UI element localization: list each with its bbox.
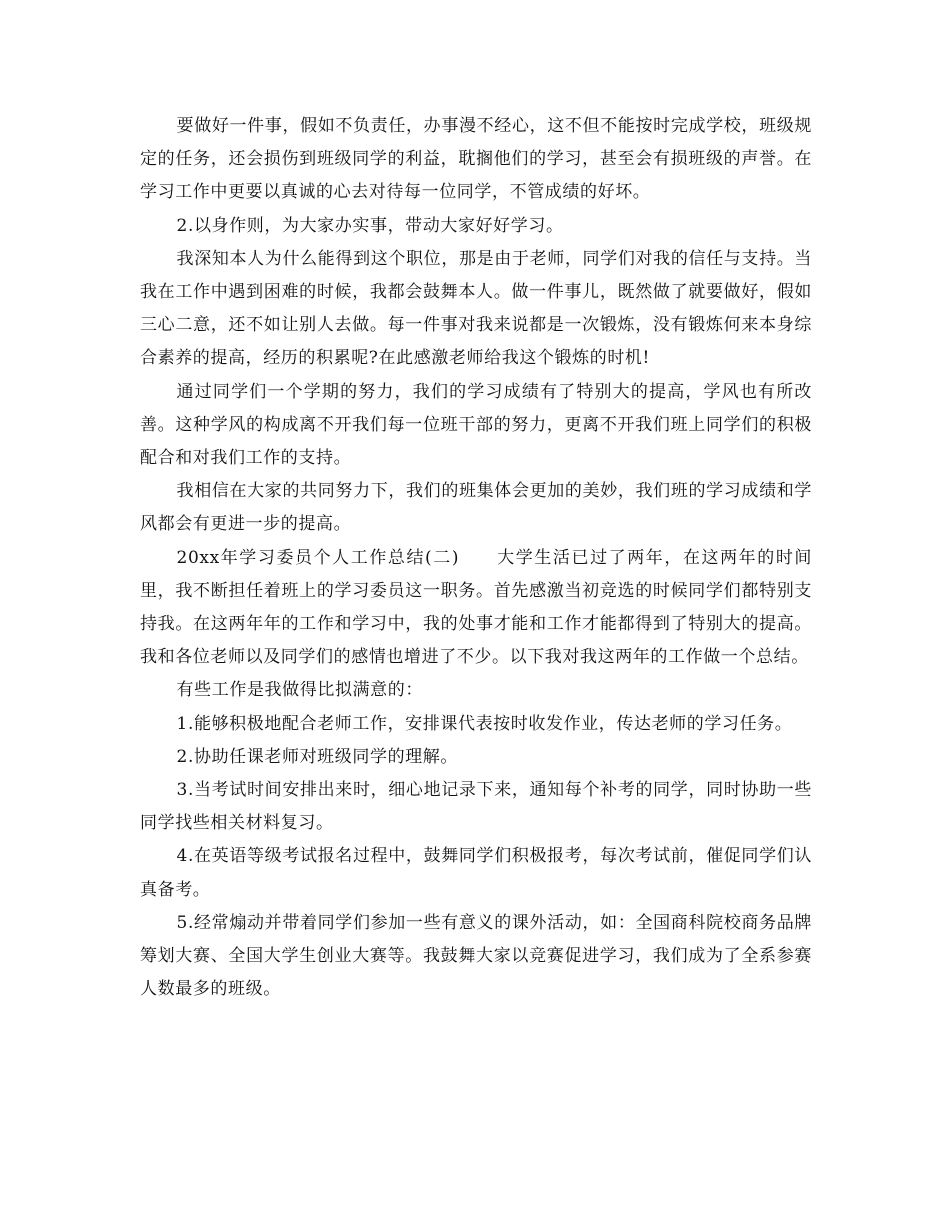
paragraph: 我深知本人为什么能得到这个职位，那是由于老师，同学们对我的信任与支持。当我在工作中遇到困难的时候，我都会鼓舞本人。做一件事儿，既然做了就要做好，假如三心二意，还不如让别人去做。每一件事对我来说都是一次锻炼，没有锻炼何来本身综合素养的提高，经历的积累呢?在此感激老师给我这个锻炼的时机!: [140, 248, 812, 369]
paragraph: 3.当考试时间安排出来时，细心地记录下来，通知每个补考的同学，同时协助一些同学找些相关材料复习。: [140, 780, 812, 834]
paragraph: 2.以身作则，为大家办实事，带动大家好好学习。: [176, 215, 564, 236]
document-body: [140, 110, 812, 1006]
paragraph: 要做好一件事，假如不负责任，办事漫不经心，这不但不能按时完成学校，班级规定的任务，还会损伤到班级同学的利益，耽搁他们的学习，甚至会有损班级的声誉。在学习工作中更要以真诚的心去对待每一位同学，不管成绩的好坏。: [140, 116, 812, 203]
paragraph: 4.在英语等级考试报名过程中，鼓舞同学们积极报考，每次考试前，催促同学们认真备考。: [140, 846, 812, 900]
paragraph: 20xx年学习委员个人工作总结(二) 大学生活已过了两年，在这两年的时间里，我不断担任着班上的学习委员这一职务。首先感激当初竞选的时候同学们都特别支持我。在这两年年的工作和学习中，我的处事才能和工作才能都得到了特别大的提高。我和各位老师以及同学们的感情也增进了不少。以下我对我这两年的工作做一个总结。: [140, 547, 812, 668]
paragraph: 通过同学们一个学期的努力，我们的学习成绩有了特别大的提高，学风也有所改善。这种学风的构成离不开我们每一位班干部的努力，更离不开我们班上同学们的积极配合和对我们工作的支持。: [140, 381, 812, 469]
paragraph: 1.能够积极地配合老师工作，安排课代表按时收发作业，传达老师的学习任务。: [176, 713, 793, 734]
paragraph: 5.经常煽动并带着同学们参加一些有意义的课外活动，如：全国商科院校商务品牌筹划大赛、全国大学生创业大赛等。我鼓舞大家以竞赛促进学习，我们成为了全系参赛人数最多的班级。: [140, 912, 812, 1000]
paragraph: 2.协助任课老师对班级同学的理解。: [176, 746, 458, 767]
paragraph: 有些工作是我做得比拟满意的：: [176, 680, 423, 701]
paragraph: 我相信在大家的共同努力下，我们的班集体会更加的美妙，我们班的学习成绩和学风都会有更进一步的提高。: [140, 481, 812, 535]
